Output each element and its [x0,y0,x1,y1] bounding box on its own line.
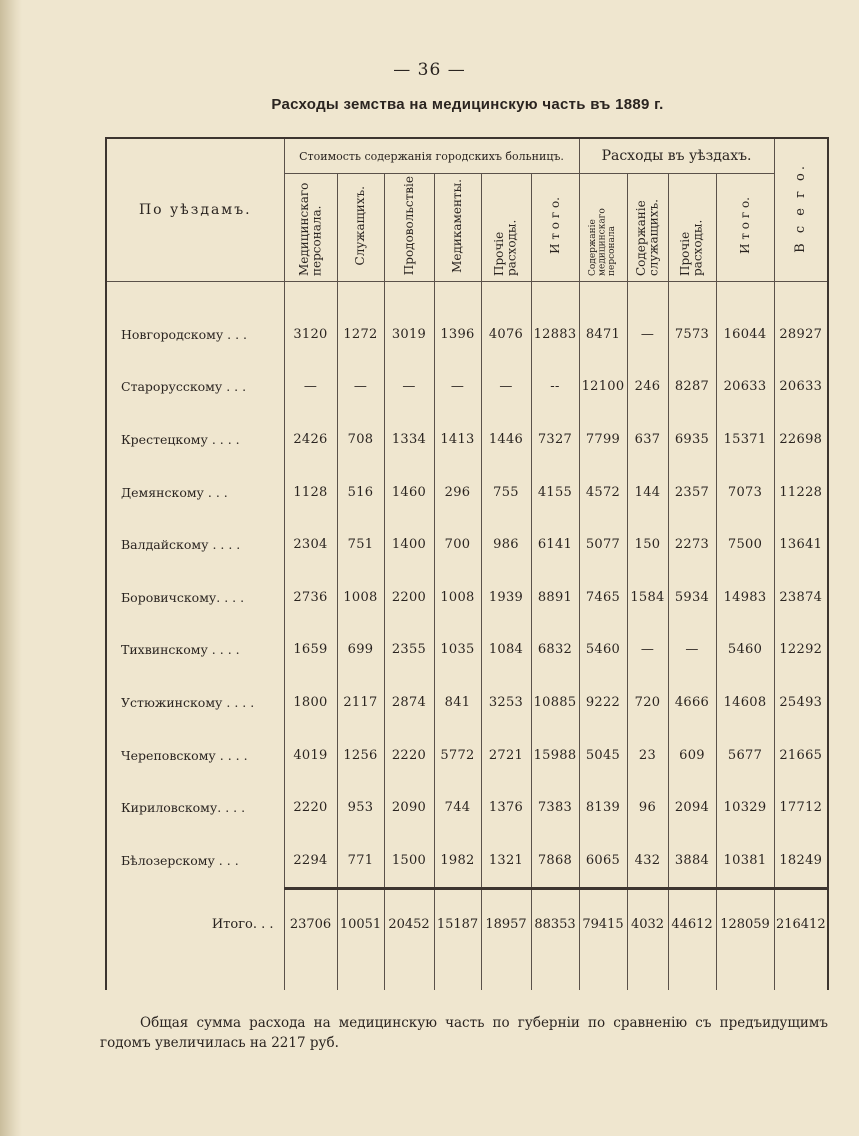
value-cell: 4155 [531,466,579,519]
row-header: По уѣздамъ. [106,138,284,282]
col-header-cell [337,174,384,282]
group-header-uezd-expenses: Расходы въ уѣздахъ. [579,138,774,174]
total-header-cell [774,138,828,282]
value-cell: — [668,624,716,677]
col-header-cell [284,174,337,282]
table-body [106,282,828,990]
totals-row [106,889,828,960]
value-cell: 12883 [531,308,579,361]
tail-cell [284,960,337,990]
district-name: Старорусскому . . . [106,361,284,414]
district-name: Боровичскому. . . . [106,571,284,624]
value-cell: 771 [337,834,384,888]
total-value-cell: 15187 [434,889,481,960]
value-cell: 986 [481,518,531,571]
row-total-cell: 21665 [774,729,828,782]
col-header: Медицинскаго персонала. [296,182,324,276]
col-header: Прочіе расходы. [492,219,519,276]
total-value-cell: 23706 [284,889,337,960]
value-cell: 20633 [716,361,774,414]
row-total-cell: 11228 [774,466,828,519]
group-header-city-hospitals: Стоимость содержанія городскихъ больницъ. [284,138,579,174]
district-name: Устюжинскому . . . . [106,676,284,729]
value-cell: 637 [627,413,668,466]
col-header: Продовольствіе [401,175,416,276]
total-value-cell: 4032 [627,889,668,960]
total-value-cell: 128059 [716,889,774,960]
value-cell: 2090 [384,781,434,834]
col-header: Содержаніе служащихъ. [633,198,661,276]
value-cell: 5460 [579,624,627,677]
total-value-cell: 79415 [579,889,627,960]
value-cell: 1272 [337,308,384,361]
col-header-cell [579,174,627,282]
value-cell: 1939 [481,571,531,624]
value-cell: 516 [337,466,384,519]
value-cell: 1396 [434,308,481,361]
district-name: Тихвинскому . . . . [106,624,284,677]
value-cell: 2355 [384,624,434,677]
value-cell: 2220 [284,781,337,834]
tail-cell [668,960,716,990]
value-cell: 700 [434,518,481,571]
value-cell: 1376 [481,781,531,834]
value-cell: — [627,308,668,361]
value-cell: 1800 [284,676,337,729]
value-cell: 4666 [668,676,716,729]
footer-note [100,1014,828,1053]
district-name: Бѣлозерскому . . . [106,834,284,888]
value-cell: 96 [627,781,668,834]
tail-cell [337,960,384,990]
value-cell: 2220 [384,729,434,782]
tail-cell [384,960,434,990]
total-value-cell: 20452 [384,889,434,960]
tail-cell [774,960,828,990]
value-cell: 1413 [434,413,481,466]
value-cell: 1128 [284,466,337,519]
tail-cell [716,960,774,990]
value-cell: 7465 [579,571,627,624]
district-name: Крестецкому . . . . [106,413,284,466]
value-cell: 1982 [434,834,481,888]
value-cell: 2357 [668,466,716,519]
value-cell: 8471 [579,308,627,361]
value-cell: 2874 [384,676,434,729]
row-total-cell: 18249 [774,834,828,888]
value-cell: 7799 [579,413,627,466]
value-cell: 2721 [481,729,531,782]
table-row [106,308,828,361]
table-row [106,729,828,782]
col-header: Содержаніе медицинскаго персонала [587,207,617,276]
value-cell: 8287 [668,361,716,414]
tail-cell [106,960,284,990]
value-cell: 3884 [668,834,716,888]
value-cell: 10329 [716,781,774,834]
totals-label: Итого. . . [106,889,284,960]
tail-cell [434,960,481,990]
value-cell: 1400 [384,518,434,571]
value-cell: 3120 [284,308,337,361]
district-name: Череповскому . . . . [106,729,284,782]
value-cell: 7868 [531,834,579,888]
total-value-cell: 18957 [481,889,531,960]
value-cell: 2294 [284,834,337,888]
value-cell: 7573 [668,308,716,361]
row-total-cell: 12292 [774,624,828,677]
value-cell: 2200 [384,571,434,624]
total-header: В с е г о. [792,163,808,253]
total-value-cell: 10051 [337,889,384,960]
value-cell: — [284,361,337,414]
value-cell: 720 [627,676,668,729]
col-header: И т о г о. [737,197,752,254]
value-cell: 7327 [531,413,579,466]
value-cell: 6065 [579,834,627,888]
row-total-cell: 13641 [774,518,828,571]
table-row [106,624,828,677]
value-cell: 1584 [627,571,668,624]
value-cell: 8139 [579,781,627,834]
col-header-cell [627,174,668,282]
value-cell: 296 [434,466,481,519]
value-cell: 5045 [579,729,627,782]
value-cell: 15988 [531,729,579,782]
col-header-cell [481,174,531,282]
table-row [106,466,828,519]
district-name: Новгородскому . . . [106,308,284,361]
value-cell: 609 [668,729,716,782]
col-header-cell [668,174,716,282]
value-cell: 755 [481,466,531,519]
page-number: — 36 — [393,60,466,80]
district-name: Валдайскому . . . . [106,518,284,571]
value-cell: 708 [337,413,384,466]
tail-cell [627,960,668,990]
tail-cell [579,960,627,990]
value-cell: 7383 [531,781,579,834]
value-cell: 751 [337,518,384,571]
page-title: Расходы земства на медицинскую часть въ 1889 г. [271,96,664,113]
table-row [106,571,828,624]
value-cell: 841 [434,676,481,729]
col-header: Прочіе расходы. [678,219,705,276]
value-cell: 2736 [284,571,337,624]
value-cell: 14983 [716,571,774,624]
total-value-cell: 44612 [668,889,716,960]
total-value-cell: 88353 [531,889,579,960]
table-row [106,518,828,571]
col-header-cell [531,174,579,282]
tail-cell [481,960,531,990]
value-cell: 6935 [668,413,716,466]
value-cell: 10885 [531,676,579,729]
col-header-cell [716,174,774,282]
value-cell: 1460 [384,466,434,519]
row-total-cell: 23874 [774,571,828,624]
row-total-cell: 17712 [774,781,828,834]
value-cell: 1659 [284,624,337,677]
value-cell: 2117 [337,676,384,729]
value-cell: 744 [434,781,481,834]
value-cell: 1084 [481,624,531,677]
value-cell: 246 [627,361,668,414]
value-cell: 1008 [337,571,384,624]
value-cell: 8891 [531,571,579,624]
value-cell: 23 [627,729,668,782]
table-row [106,834,828,888]
value-cell: 150 [627,518,668,571]
district-name: Демянскому . . . [106,466,284,519]
district-name: Кириловскому. . . . [106,781,284,834]
value-cell: 4572 [579,466,627,519]
footer-text: Общая сумма расхода на медицинскую часть по губерніи по сравненію съ предъидущимъ годомъ увеличилась на 2217 руб. [100,1015,828,1051]
table-row [106,413,828,466]
value-cell: 10381 [716,834,774,888]
row-total-cell: 25493 [774,676,828,729]
value-cell: — [337,361,384,414]
value-cell: 1321 [481,834,531,888]
value-cell: 1334 [384,413,434,466]
col-header-cell [384,174,434,282]
value-cell: 7073 [716,466,774,519]
value-cell: — [627,624,668,677]
value-cell: 16044 [716,308,774,361]
value-cell: 12100 [579,361,627,414]
value-cell: 5772 [434,729,481,782]
table-row [106,676,828,729]
value-cell: 432 [627,834,668,888]
value-cell: 699 [337,624,384,677]
col-header: Служащихъ. [353,185,368,266]
value-cell: 9222 [579,676,627,729]
value-cell: -- [531,361,579,414]
value-cell: 144 [627,466,668,519]
expenses-table [105,137,829,990]
value-cell: 4076 [481,308,531,361]
value-cell: 6832 [531,624,579,677]
value-cell: 953 [337,781,384,834]
value-cell: 2426 [284,413,337,466]
value-cell: 1500 [384,834,434,888]
table-row [106,781,828,834]
table-row [106,361,828,414]
value-cell: 15371 [716,413,774,466]
page-binding-edge [0,0,22,1136]
value-cell: 2094 [668,781,716,834]
value-cell: — [434,361,481,414]
tail-cell [531,960,579,990]
table-tail-row [106,960,828,990]
value-cell: 4019 [284,729,337,782]
value-cell: 1008 [434,571,481,624]
value-cell: — [384,361,434,414]
value-cell: 5077 [579,518,627,571]
row-total-cell: 28927 [774,308,828,361]
value-cell: 2273 [668,518,716,571]
value-cell: 2304 [284,518,337,571]
value-cell: — [481,361,531,414]
col-header: И т о г о. [547,197,562,254]
row-total-cell: 20633 [774,361,828,414]
value-cell: 3253 [481,676,531,729]
col-header: Медикаменты. [450,178,465,273]
value-cell: 1035 [434,624,481,677]
value-cell: 3019 [384,308,434,361]
value-cell: 7500 [716,518,774,571]
value-cell: 6141 [531,518,579,571]
grand-total-cell: 216412 [774,889,828,960]
row-total-cell: 22698 [774,413,828,466]
value-cell: 5934 [668,571,716,624]
table-spacer-row [106,282,828,309]
value-cell: 1446 [481,413,531,466]
col-header-cell [434,174,481,282]
value-cell: 14608 [716,676,774,729]
value-cell: 5460 [716,624,774,677]
value-cell: 1256 [337,729,384,782]
value-cell: 5677 [716,729,774,782]
